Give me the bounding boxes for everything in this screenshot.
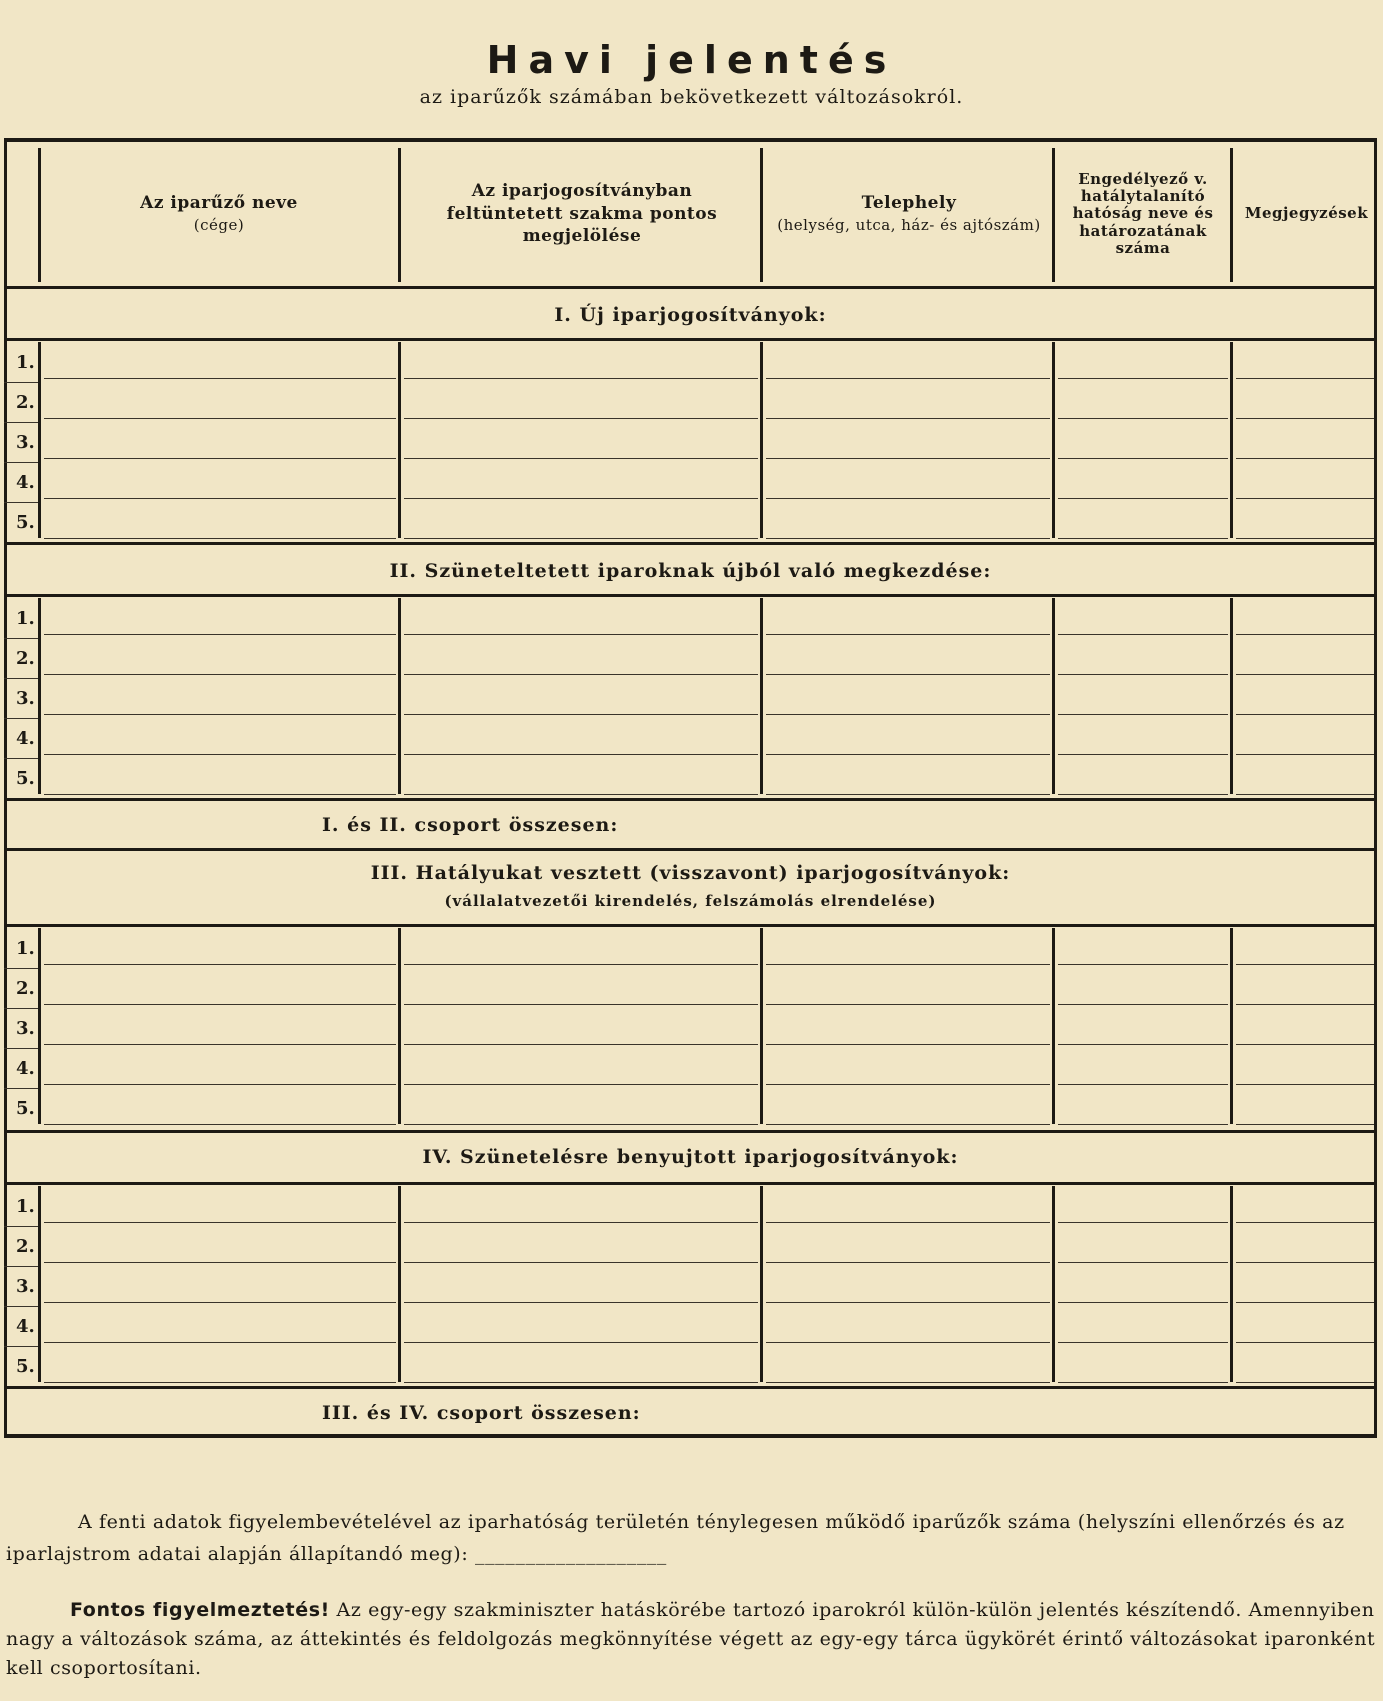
row-number-rule xyxy=(4,1346,38,1347)
entry-line[interactable] xyxy=(766,1222,1050,1223)
entry-line[interactable] xyxy=(1058,1044,1228,1045)
row-separator xyxy=(38,342,41,538)
header-bottom-rule xyxy=(4,286,1377,289)
row-number: 2. xyxy=(16,648,35,669)
row-number: 4. xyxy=(16,1058,35,1079)
row-number-rule xyxy=(4,758,38,759)
row-number: 1. xyxy=(16,608,35,629)
section-3-title: III. Hatályukat vesztett (visszavont) iparjogosítványok: xyxy=(370,862,1011,884)
entry-line[interactable] xyxy=(404,498,758,499)
entry-line[interactable] xyxy=(1058,498,1228,499)
entry-line[interactable] xyxy=(1058,634,1228,635)
entry-line[interactable] xyxy=(1236,458,1374,459)
row-separator xyxy=(398,928,401,1124)
row-separator xyxy=(1230,928,1233,1124)
entry-line[interactable] xyxy=(44,538,396,539)
row-number: 2. xyxy=(16,978,35,999)
row-number: 5. xyxy=(16,1098,35,1119)
col-header-authority: Engedélyező v. hatálytalanító hatóság neve és határozatának száma xyxy=(1072,169,1214,257)
entry-line[interactable] xyxy=(766,714,1050,715)
entry-line[interactable] xyxy=(44,1222,396,1223)
entry-line[interactable] xyxy=(404,674,758,675)
entry-line[interactable] xyxy=(1058,1262,1228,1263)
row-number: 5. xyxy=(16,768,35,789)
entry-line[interactable] xyxy=(404,1382,758,1383)
row-number-rule xyxy=(4,638,38,639)
entry-line[interactable] xyxy=(404,1044,758,1045)
entry-line[interactable] xyxy=(766,1004,1050,1005)
row-number: 3. xyxy=(16,1018,35,1039)
row-separator xyxy=(398,598,401,794)
section-3-bottom-rule xyxy=(4,1130,1377,1133)
row-number: 5. xyxy=(16,1356,35,1377)
page-title: Havi jelentés xyxy=(486,38,897,82)
section-3-top-rule xyxy=(4,924,1377,927)
entry-line[interactable] xyxy=(44,458,396,459)
row-separator xyxy=(38,1186,41,1382)
row-number-rule xyxy=(4,382,38,383)
entry-line[interactable] xyxy=(1058,674,1228,675)
row-number: 2. xyxy=(16,1236,35,1257)
entry-line[interactable] xyxy=(44,794,396,795)
entry-line[interactable] xyxy=(404,1222,758,1223)
page-subtitle: az iparűzők számában bekövetkezett változásokról. xyxy=(419,86,964,108)
row-number: 1. xyxy=(16,352,35,373)
row-separator xyxy=(1052,598,1055,794)
entry-line[interactable] xyxy=(1236,634,1374,635)
col-header-site xyxy=(764,142,1054,286)
entry-line[interactable] xyxy=(1058,794,1228,795)
entry-line[interactable] xyxy=(766,538,1050,539)
col-header-site-label: Telephely xyxy=(861,193,957,214)
entry-line[interactable] xyxy=(1058,1382,1228,1383)
entry-line[interactable] xyxy=(404,714,758,715)
section-4-top-rule xyxy=(4,1182,1377,1185)
entry-line[interactable] xyxy=(44,418,396,419)
col-header-name xyxy=(40,142,398,286)
row-number: 2. xyxy=(16,392,35,413)
entry-line[interactable] xyxy=(766,634,1050,635)
entry-line[interactable] xyxy=(1058,1124,1228,1125)
entry-line[interactable] xyxy=(44,1004,396,1005)
entry-line[interactable] xyxy=(44,1342,396,1343)
entry-line[interactable] xyxy=(766,674,1050,675)
entry-line[interactable] xyxy=(404,458,758,459)
header-sep-2 xyxy=(398,148,401,282)
entry-line[interactable] xyxy=(1058,418,1228,419)
header-sep-3 xyxy=(760,148,763,282)
entry-line[interactable] xyxy=(1236,754,1374,755)
entry-line[interactable] xyxy=(44,1262,396,1263)
entry-line[interactable] xyxy=(1236,1302,1374,1303)
entry-line[interactable] xyxy=(404,754,758,755)
entry-line[interactable] xyxy=(766,498,1050,499)
header-sep-4 xyxy=(1052,148,1055,282)
entry-line[interactable] xyxy=(1058,378,1228,379)
entry-line[interactable] xyxy=(766,1044,1050,1045)
col-header-trade: Az iparjogosítványban feltüntetett szakma pontos megjelölése xyxy=(446,180,718,247)
entry-line[interactable] xyxy=(1236,1342,1374,1343)
entry-line[interactable] xyxy=(404,378,758,379)
col-header-name-label: Az iparűző neve xyxy=(140,193,298,214)
entry-line[interactable] xyxy=(1236,538,1374,539)
row-separator xyxy=(760,1186,763,1382)
entry-line[interactable] xyxy=(1058,714,1228,715)
header-sep-1 xyxy=(38,148,41,282)
entry-line[interactable] xyxy=(1058,1342,1228,1343)
entry-line[interactable] xyxy=(404,1004,758,1005)
entry-line[interactable] xyxy=(44,1302,396,1303)
entry-line[interactable] xyxy=(404,418,758,419)
row-number-rule xyxy=(4,1226,38,1227)
row-number-rule xyxy=(4,1048,38,1049)
row-number: 4. xyxy=(16,728,35,749)
note-warning-label: Fontos figyelmeztetés! xyxy=(70,1599,330,1621)
row-number-rule xyxy=(4,1266,38,1267)
entry-line[interactable] xyxy=(766,1342,1050,1343)
row-number-rule xyxy=(4,502,38,503)
entry-line[interactable] xyxy=(404,1262,758,1263)
row-separator xyxy=(1052,342,1055,538)
section-1-title: I. Új iparjogosítványok: xyxy=(554,304,827,326)
entry-line[interactable] xyxy=(1236,418,1374,419)
note-active-count-blank[interactable]: ___________________ xyxy=(474,1543,667,1565)
row-number: 5. xyxy=(16,512,35,533)
row-separator xyxy=(398,1186,401,1382)
entry-line[interactable] xyxy=(1058,964,1228,965)
row-number-rule xyxy=(4,1088,38,1089)
row-number-rule xyxy=(4,1306,38,1307)
entry-line[interactable] xyxy=(404,1302,758,1303)
section-4-bottom-rule xyxy=(4,1386,1377,1389)
row-number: 1. xyxy=(16,938,35,959)
row-number: 4. xyxy=(16,472,35,493)
entry-line[interactable] xyxy=(766,1262,1050,1263)
row-separator xyxy=(1230,342,1233,538)
entry-line[interactable] xyxy=(1058,754,1228,755)
entry-line[interactable] xyxy=(44,754,396,755)
entry-line[interactable] xyxy=(44,378,396,379)
section-2-top-rule xyxy=(4,594,1377,597)
note-warning xyxy=(6,1596,1377,1683)
entry-line[interactable] xyxy=(1236,1084,1374,1085)
entry-line[interactable] xyxy=(766,1302,1050,1303)
row-number-rule xyxy=(4,718,38,719)
entry-line[interactable] xyxy=(1058,1302,1228,1303)
entry-line[interactable] xyxy=(1236,378,1374,379)
entry-line[interactable] xyxy=(766,378,1050,379)
col-header-name-sub: (cége) xyxy=(193,216,245,235)
entry-line[interactable] xyxy=(766,964,1050,965)
entry-line[interactable] xyxy=(1236,498,1374,499)
row-number-rule xyxy=(4,968,38,969)
entry-line[interactable] xyxy=(766,1124,1050,1125)
entry-line[interactable] xyxy=(1058,1004,1228,1005)
sum-1-2-rule xyxy=(4,848,1377,851)
entry-line[interactable] xyxy=(44,498,396,499)
col-header-remarks: Megjegyzések xyxy=(1244,204,1369,223)
entry-line[interactable] xyxy=(1236,1222,1374,1223)
row-separator xyxy=(38,928,41,1124)
row-separator xyxy=(760,598,763,794)
entry-line[interactable] xyxy=(766,754,1050,755)
row-separator xyxy=(1052,1186,1055,1382)
row-separator xyxy=(398,342,401,538)
row-number-rule xyxy=(4,678,38,679)
entry-line[interactable] xyxy=(1236,964,1374,965)
entry-line[interactable] xyxy=(44,714,396,715)
section-1-top-rule xyxy=(4,338,1377,341)
entry-line[interactable] xyxy=(1058,458,1228,459)
row-separator xyxy=(760,928,763,1124)
entry-line[interactable] xyxy=(766,458,1050,459)
row-number: 3. xyxy=(16,432,35,453)
entry-line[interactable] xyxy=(44,674,396,675)
section-4-title: IV. Szünetelésre benyujtott iparjogosítványok: xyxy=(422,1146,959,1168)
entry-line[interactable] xyxy=(1236,1262,1374,1263)
entry-line[interactable] xyxy=(404,1342,758,1343)
section-2-title: II. Szüneteltetett iparoknak újból való megkezdése: xyxy=(389,560,992,582)
row-separator xyxy=(760,342,763,538)
entry-line[interactable] xyxy=(404,1124,758,1125)
entry-line[interactable] xyxy=(1058,538,1228,539)
table-left-border xyxy=(4,142,7,1434)
row-number: 3. xyxy=(16,688,35,709)
entry-line[interactable] xyxy=(44,1044,396,1045)
entry-line[interactable] xyxy=(404,538,758,539)
entry-line[interactable] xyxy=(1236,794,1374,795)
row-number: 4. xyxy=(16,1316,35,1337)
entry-line[interactable] xyxy=(44,1084,396,1085)
entry-line[interactable] xyxy=(1058,1084,1228,1085)
row-separator xyxy=(1230,1186,1233,1382)
entry-line[interactable] xyxy=(404,634,758,635)
report-table xyxy=(4,138,1377,1438)
entry-line[interactable] xyxy=(1236,1124,1374,1125)
row-separator xyxy=(1052,928,1055,1124)
row-number: 3. xyxy=(16,1276,35,1297)
entry-line[interactable] xyxy=(1236,1044,1374,1045)
row-separator xyxy=(1230,598,1233,794)
entry-line[interactable] xyxy=(44,1124,396,1125)
row-separator xyxy=(38,598,41,794)
header-sep-5 xyxy=(1230,148,1233,282)
entry-line[interactable] xyxy=(404,794,758,795)
entry-line[interactable] xyxy=(766,418,1050,419)
entry-line[interactable] xyxy=(44,634,396,635)
entry-line[interactable] xyxy=(1236,1004,1374,1005)
table-right-border xyxy=(1374,142,1377,1434)
section-1-bottom-rule xyxy=(4,542,1377,545)
note-warning-text: Az egy-egy szakminiszter hatáskörébe tartozó iparokról külön-külön jelentés készítendő. Amennyiben nagy a változások száma, az áttekintés és feldolgozás megkönnyítése végett az egy-egy tárca ügykörét érintő változásokat iparonként kell csoportosítani. xyxy=(6,1599,1376,1679)
entry-line[interactable] xyxy=(1236,1382,1374,1383)
sum-3-4-label: III. és IV. csoport összesen: xyxy=(322,1402,641,1424)
row-number-rule xyxy=(4,1008,38,1009)
entry-line[interactable] xyxy=(766,1084,1050,1085)
row-number: 1. xyxy=(16,1196,35,1217)
entry-line[interactable] xyxy=(1236,674,1374,675)
row-number-rule xyxy=(4,422,38,423)
note-active-count xyxy=(6,1506,1377,1570)
sum-1-2-label: I. és II. csoport összesen: xyxy=(322,814,619,836)
row-number-rule xyxy=(4,462,38,463)
entry-line[interactable] xyxy=(44,1382,396,1383)
section-3-subtitle: (vállalatvezetői kirendelés, felszámolás elrendelése) xyxy=(444,892,937,910)
entry-line[interactable] xyxy=(766,794,1050,795)
note-active-count-text: A fenti adatok figyelembevételével az iparhatóság területén ténylegesen működő iparűzők száma (helyszíni ellenőrzés és az iparlajstrom adatai alapján állapítandó meg): xyxy=(6,1511,1345,1565)
entry-line[interactable] xyxy=(44,964,396,965)
entry-line[interactable] xyxy=(404,1084,758,1085)
entry-line[interactable] xyxy=(766,1382,1050,1383)
entry-line[interactable] xyxy=(1236,714,1374,715)
section-2-bottom-rule xyxy=(4,798,1377,801)
entry-line[interactable] xyxy=(404,964,758,965)
col-header-site-sub: (helység, utca, ház- és ajtószám) xyxy=(777,216,1041,235)
entry-line[interactable] xyxy=(1058,1222,1228,1223)
